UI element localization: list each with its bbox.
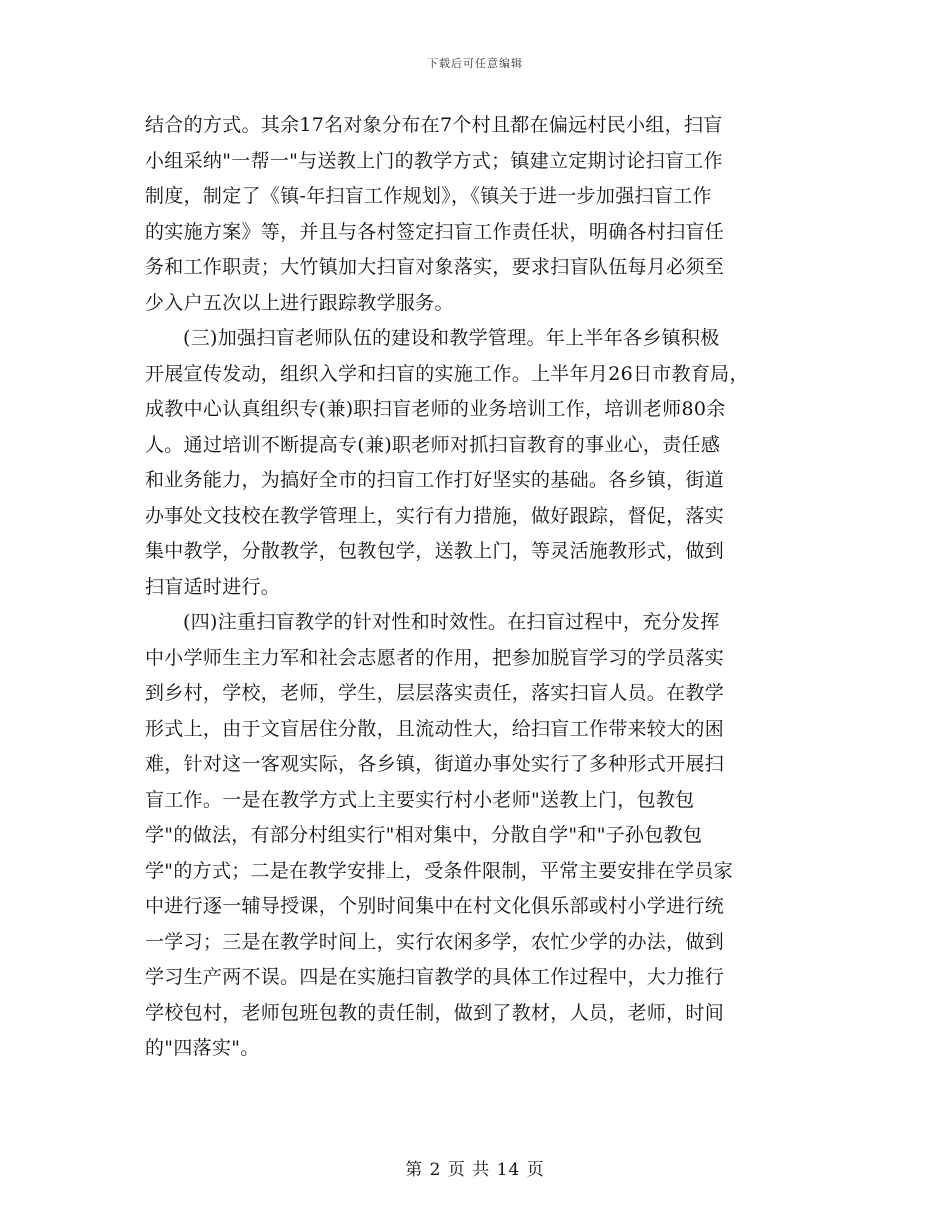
- text-line: 结合的方式。其余17名对象分布在7个村且都在偏远村民小组，扫盲: [145, 114, 723, 136]
- text-line: 的实施方案》等，并且与各村签定扫盲工作责任状，明确各村扫盲任: [145, 220, 725, 243]
- text-line: 制度，制定了《镇-年扫盲工作规划》，《镇关于进一步加强扫盲工作: [145, 185, 712, 207]
- page-header: 下载后可任意编辑: [427, 57, 523, 70]
- text-line: 学习生产两不误。四是在实施扫盲教学的具体工作过程中，大力推行: [145, 966, 725, 988]
- text-line: 到乡村，学校，老师，学生，层层落实责任，落实扫盲人员。在教学: [145, 682, 725, 704]
- text-line: 办事处文技校在教学管理上，实行有力措施，做好跟踪，督促，落实: [145, 504, 725, 527]
- text-line: 少入户五次以上进行跟踪教学服务。: [145, 291, 454, 314]
- text-line: 中小学师生主力军和社会志愿者的作用，把参加脱盲学习的学员落实: [145, 646, 725, 669]
- text-line: 扫盲适时进行。: [145, 575, 281, 598]
- text-line: 人。通过培训不断提高专(兼)职老师对抓扫盲教育的事业心，责任感: [145, 433, 721, 456]
- paragraph-start-line: (三)加强扫盲老师队伍的建设和教学管理。年上半年各乡镇积极: [183, 327, 720, 349]
- text-line: 中进行逐一辅导授课，个别时间集中在村文化俱乐部或村小学进行统: [145, 895, 725, 917]
- text-line: 开展宣传发动，组织入学和扫盲的实施工作。上半年月26日市教育局，: [145, 362, 749, 385]
- text-line: 集中教学，分散教学，包教包学，送教上门，等灵活施教形式，做到: [145, 540, 725, 562]
- document-body: [145, 108, 805, 1067]
- text-line: 学"的做法，有部分村组实行"相对集中，分散自学"和"子孙包教包: [145, 824, 703, 846]
- text-line: 难，针对这一客观实际，各乡镇，街道办事处实行了多种形式开展扫: [145, 753, 725, 775]
- text-line: 盲工作。一是在教学方式上主要实行村小老师"送教上门，包教包: [145, 788, 695, 811]
- page-number-footer: 第 2 页 共 14 页: [405, 1160, 545, 1180]
- text-line: 小组采纳"一帮一"与送教上门的教学方式；镇建立定期讨论扫盲工作: [145, 149, 723, 172]
- text-line: 务和工作职责；大竹镇加大扫盲对象落实，要求扫盲队伍每月必须至: [145, 256, 725, 278]
- text-line: 成教中心认真组织专(兼)职扫盲老师的业务培训工作，培训老师80余: [145, 398, 726, 420]
- text-line: 形式上，由于文盲居住分散，且流动性大，给扫盲工作带来较大的困: [145, 717, 725, 740]
- text-line: 的"四落实"。: [145, 1037, 260, 1059]
- text-line: 学"的方式；二是在教学安排上，受条件限制，平常主要安排在学员家: [145, 859, 734, 882]
- paragraph-start-line: (四)注重扫盲教学的针对性和时效性。在扫盲过程中，充分发挥: [183, 611, 720, 633]
- text-line: 和业务能力，为搞好全市的扫盲工作打好坚实的基础。各乡镇，街道: [145, 469, 725, 491]
- text-line: 一学习；三是在教学时间上，实行农闲多学，农忙少学的办法，做到: [145, 930, 725, 953]
- text-line: 学校包村，老师包班包教的责任制，做到了教材，人员，老师，时间: [145, 1001, 725, 1024]
